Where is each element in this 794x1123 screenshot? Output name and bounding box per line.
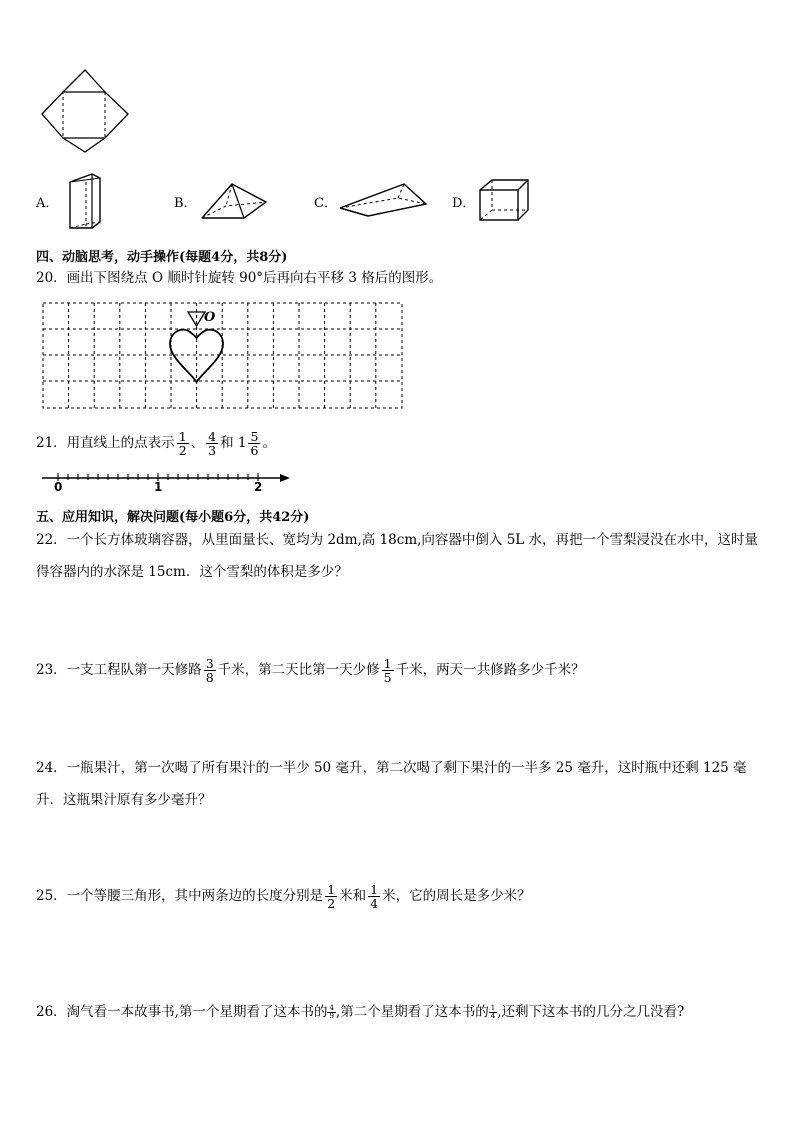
option-a-label[interactable]: A． — [36, 196, 59, 211]
option-c-label[interactable]: C． — [314, 196, 337, 211]
option-d-cube-figure — [478, 178, 530, 222]
fraction-four-thirds: $\frac{4}{3}$ — [208, 428, 217, 458]
fraction-one-quarter: $\frac{1}{4}$ — [370, 881, 379, 911]
fraction-one-fifth: $\frac{1}{5}$ — [383, 655, 392, 685]
question-24-line-1: 24．一瓶果汁，第一次喝了所有果汁的一半少 50 毫升，第二次喝了剩下果汁的一半多 25 毫升，这时瓶中还剩 125 毫 — [36, 760, 747, 776]
fraction-three-eighths: $\frac{3}{8}$ — [205, 655, 214, 685]
option-d-label[interactable]: D． — [452, 196, 476, 211]
section-4-title: 四、动脑思考，动手操作(每题4分，共8分) — [36, 250, 288, 265]
question-21-text: 21．用直线上的点表示 $\frac{1}{2}$ 、 $\frac{4}{3}$ 和 1 $\frac{5}{6}$ 。 — [36, 428, 276, 458]
fraction-four-ninths: $\frac{4}{9}$ — [329, 1003, 334, 1020]
number-line — [40, 470, 290, 496]
fraction-five-sixths: $\frac{5}{6}$ — [250, 428, 259, 458]
section-5-title: 五、应用知识，解决问题(每小题6分，共42分) — [36, 510, 310, 525]
tick-label-1: 1 — [154, 480, 163, 494]
question-22-line-1: 22．一个长方体玻璃容器，从里面量长、宽均为 2dm,高 18cm,向容器中倒入 5L 水，再把一个雪梨浸没在水中，这时量 — [36, 532, 759, 548]
option-a-prism-figure — [66, 172, 102, 232]
tick-label-0: 0 — [54, 480, 63, 494]
heart-shape — [170, 330, 223, 382]
fraction-one-half: $\frac{1}{2}$ — [178, 428, 187, 458]
question-20-text: 20．画出下图绕点 O 顺时针旋转 90°后再向右平移 3 格后的图形。 — [36, 270, 443, 286]
tick-label-2: 2 — [254, 480, 263, 494]
question-24-line-2: 升．这瓶果汁原有多少毫升？ — [36, 792, 212, 808]
pyramid-net-figure — [40, 66, 130, 156]
question-25-text: 25．一个等腰三角形，其中两条边的长度分别是 $\frac{1}{2}$ 米和 $\frac{1}{4}$ 米，它的周长是多少米？ — [36, 881, 531, 911]
option-b-pyramid-figure — [200, 180, 270, 222]
question-26-text: 26．淘气看一本故事书,第一个星期看了这本书的 $\frac{4}{9}$ ,第二个星期看了这本书的 $\frac{1}{4}$ ,还剩下这本书的几分之几没看? — [36, 1003, 685, 1020]
option-b-label[interactable]: B． — [174, 196, 197, 211]
point-o-label: O — [204, 310, 216, 325]
question-22-line-2: 得容器内的水深是 15cm．这个雪梨的体积是多少？ — [36, 564, 348, 580]
q20-dashed-grid — [42, 302, 404, 410]
fraction-one-quarter-b: $\frac{1}{4}$ — [490, 1003, 496, 1020]
fraction-one-half-b: $\frac{1}{2}$ — [327, 881, 336, 911]
question-23-text: 23．一支工程队第一天修路 $\frac{3}{8}$ 千米，第二天比第一天少修 $\frac{1}{5}$ 千米，两天一共修路多少千米？ — [36, 655, 585, 685]
option-c-prism-figure — [338, 180, 430, 220]
